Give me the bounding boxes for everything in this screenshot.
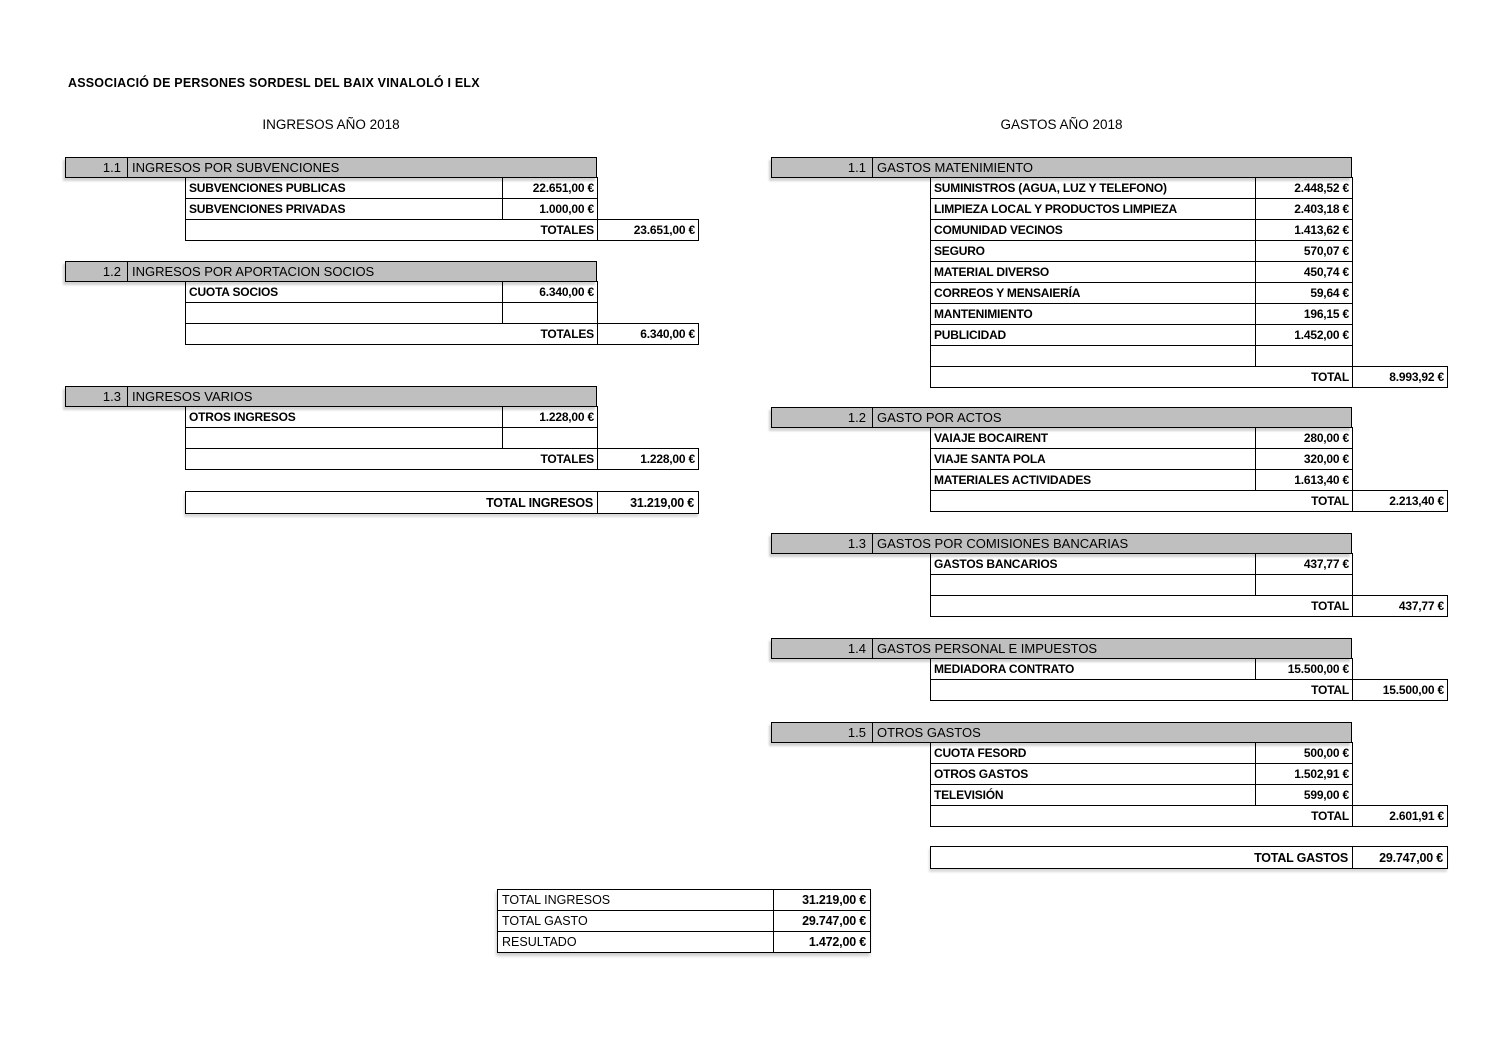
row-spacer xyxy=(1353,178,1448,199)
document-title: ASSOCIACIÓ DE PERSONES SORDESL DEL BAIX VINALOLÓ I ELX xyxy=(68,76,480,90)
section-number: 1.5 xyxy=(772,723,873,742)
row-spacer xyxy=(598,407,699,428)
table-row xyxy=(931,554,1448,575)
table-row xyxy=(931,575,1448,596)
income-section-1.2 xyxy=(65,261,699,345)
row-spacer xyxy=(1353,428,1448,449)
expenses-section-1.3 xyxy=(771,533,1448,617)
section-total-label: TOTAL xyxy=(931,367,1353,388)
section-total-row xyxy=(186,220,699,241)
row-label: SUMINISTROS (AGUA, LUZ Y TELEFONO) xyxy=(931,178,1256,199)
row-spacer xyxy=(1353,199,1448,220)
section-total-label: TOTALES xyxy=(186,324,598,345)
row-value: 196,15 € xyxy=(1256,304,1353,325)
row-spacer xyxy=(1353,262,1448,283)
table-row xyxy=(931,325,1448,346)
section-header xyxy=(65,157,597,178)
income-grand-total-value: 31.219,00 € xyxy=(598,492,699,514)
table-row xyxy=(931,449,1448,470)
row-value: 1.413,62 € xyxy=(1256,220,1353,241)
row-label: VAIAJE BOCAIRENT xyxy=(931,428,1256,449)
row-spacer xyxy=(1353,241,1448,262)
summary-value: 31.219,00 € xyxy=(774,890,871,911)
section-total-label: TOTAL xyxy=(931,596,1353,617)
table-row xyxy=(186,303,699,324)
section-header xyxy=(771,638,1352,659)
table-row xyxy=(931,659,1448,680)
row-value: 599,00 € xyxy=(1256,785,1353,806)
section-title: INGRESOS POR APORTACION SOCIOS xyxy=(132,264,375,279)
section-total-label: TOTAL xyxy=(931,491,1353,512)
section-total-value: 2.213,40 € xyxy=(1353,491,1448,512)
row-spacer xyxy=(1353,554,1448,575)
table-row xyxy=(931,262,1448,283)
row-value: 6.340,00 € xyxy=(503,282,598,303)
section-number: 1.4 xyxy=(772,639,873,658)
section-header xyxy=(771,533,1352,554)
summary-table xyxy=(497,889,871,953)
section-rows-table xyxy=(930,658,1448,701)
row-label: CORREOS Y MENSAIERÍA xyxy=(931,283,1256,304)
table-row xyxy=(931,199,1448,220)
row-spacer xyxy=(598,282,699,303)
section-title: GASTOS MATENIMIENTO xyxy=(877,160,1034,175)
expenses-section-1.4 xyxy=(771,638,1448,701)
row-value xyxy=(503,303,598,324)
table-row xyxy=(931,764,1448,785)
summary-row xyxy=(498,911,871,932)
table-row xyxy=(186,428,699,449)
summary-label: TOTAL INGRESOS xyxy=(498,890,774,911)
income-section-1.3 xyxy=(65,386,699,470)
row-value: 22.651,00 € xyxy=(503,178,598,199)
table-row xyxy=(931,346,1448,367)
table-row xyxy=(931,178,1448,199)
row-value: 1.452,00 € xyxy=(1256,325,1353,346)
row-spacer xyxy=(598,303,699,324)
row-label xyxy=(931,575,1256,596)
section-title: INGRESOS POR SUBVENCIONES xyxy=(132,160,340,175)
row-label: MATERIALES ACTIVIDADES xyxy=(931,470,1256,491)
row-spacer xyxy=(598,428,699,449)
row-label: GASTOS BANCARIOS xyxy=(931,554,1256,575)
table-row xyxy=(931,283,1448,304)
row-value: 500,00 € xyxy=(1256,743,1353,764)
expenses-grand-total-row xyxy=(930,846,1448,869)
table-row xyxy=(931,428,1448,449)
row-label: SEGURO xyxy=(931,241,1256,262)
table-row xyxy=(186,407,699,428)
section-total-label: TOTAL xyxy=(931,806,1353,827)
row-label: CUOTA FESORD xyxy=(931,743,1256,764)
section-rows-table xyxy=(930,742,1448,827)
income-grand-total-label: TOTAL INGRESOS xyxy=(186,492,598,514)
table-row xyxy=(186,199,699,220)
table-row xyxy=(931,304,1448,325)
row-spacer xyxy=(1353,283,1448,304)
row-spacer xyxy=(1353,346,1448,367)
row-value: 1.000,00 € xyxy=(503,199,598,220)
section-title: GASTO POR ACTOS xyxy=(877,410,1002,425)
section-total-value: 8.993,92 € xyxy=(1353,367,1448,388)
summary-value: 29.747,00 € xyxy=(774,911,871,932)
row-value: 2.403,18 € xyxy=(1256,199,1353,220)
section-total-row xyxy=(931,367,1448,388)
section-total-value: 437,77 € xyxy=(1353,596,1448,617)
section-rows-table xyxy=(930,177,1448,388)
summary-value: 1.472,00 € xyxy=(774,932,871,953)
section-total-row xyxy=(186,324,699,345)
row-label: TELEVISIÓN xyxy=(931,785,1256,806)
row-spacer xyxy=(1353,785,1448,806)
section-total-row xyxy=(931,680,1448,701)
row-value xyxy=(1256,346,1353,367)
section-header xyxy=(771,157,1352,178)
row-label: COMUNIDAD VECINOS xyxy=(931,220,1256,241)
expenses-section-1.1 xyxy=(771,157,1448,388)
section-rows-table xyxy=(930,427,1448,512)
expenses-grand-total-value: 29.747,00 € xyxy=(1353,847,1448,869)
row-label xyxy=(186,428,503,449)
row-label: VIAJE SANTA POLA xyxy=(931,449,1256,470)
section-number: 1.1 xyxy=(66,158,128,177)
section-total-row xyxy=(931,596,1448,617)
row-label xyxy=(186,303,503,324)
table-row xyxy=(931,470,1448,491)
row-value: 570,07 € xyxy=(1256,241,1353,262)
section-rows-table xyxy=(930,553,1448,617)
section-rows-table xyxy=(185,406,699,470)
row-label: CUOTA SOCIOS xyxy=(186,282,503,303)
row-label xyxy=(931,346,1256,367)
row-value: 437,77 € xyxy=(1256,554,1353,575)
row-label: MEDIADORA CONTRATO xyxy=(931,659,1256,680)
row-label: SUBVENCIONES PRIVADAS xyxy=(186,199,503,220)
row-spacer xyxy=(598,199,699,220)
summary-row xyxy=(498,932,871,953)
section-number: 1.3 xyxy=(772,534,873,553)
table-row xyxy=(186,282,699,303)
section-title: INGRESOS VARIOS xyxy=(132,389,253,404)
row-label: PUBLICIDAD xyxy=(931,325,1256,346)
section-title: OTROS GASTOS xyxy=(877,725,981,740)
section-header xyxy=(65,261,597,282)
row-spacer xyxy=(1353,220,1448,241)
row-value: 1.228,00 € xyxy=(503,407,598,428)
section-total-value: 15.500,00 € xyxy=(1353,680,1448,701)
row-value: 320,00 € xyxy=(1256,449,1353,470)
table-row xyxy=(931,743,1448,764)
row-label: SUBVENCIONES PUBLICAS xyxy=(186,178,503,199)
expenses-section-1.5 xyxy=(771,722,1448,827)
row-spacer xyxy=(1353,764,1448,785)
row-label: OTROS INGRESOS xyxy=(186,407,503,428)
section-rows-table xyxy=(185,177,699,241)
summary-row xyxy=(498,890,871,911)
section-total-value: 6.340,00 € xyxy=(598,324,699,345)
row-value: 59,64 € xyxy=(1256,283,1353,304)
section-rows-table xyxy=(185,281,699,345)
section-header xyxy=(65,386,597,407)
expenses-grand-total-label: TOTAL GASTOS xyxy=(931,847,1353,869)
section-total-row xyxy=(186,449,699,470)
row-spacer xyxy=(1353,325,1448,346)
section-header xyxy=(771,407,1352,428)
section-header xyxy=(771,722,1352,743)
row-value: 2.448,52 € xyxy=(1256,178,1353,199)
row-value xyxy=(503,428,598,449)
section-number: 1.2 xyxy=(772,408,873,427)
row-value: 1.502,91 € xyxy=(1256,764,1353,785)
row-value: 450,74 € xyxy=(1256,262,1353,283)
section-total-row xyxy=(931,491,1448,512)
expenses-section-1.2 xyxy=(771,407,1448,512)
summary-label: TOTAL GASTO xyxy=(498,911,774,932)
row-spacer xyxy=(1353,743,1448,764)
income-section-1.1 xyxy=(65,157,699,241)
row-label: MATERIAL DIVERSO xyxy=(931,262,1256,283)
row-spacer xyxy=(598,178,699,199)
row-spacer xyxy=(1353,575,1448,596)
row-label: LIMPIEZA LOCAL Y PRODUCTOS LIMPIEZA xyxy=(931,199,1256,220)
section-total-row xyxy=(931,806,1448,827)
section-title: GASTOS POR COMISIONES BANCARIAS xyxy=(877,536,1129,551)
row-spacer xyxy=(1353,449,1448,470)
section-total-value: 1.228,00 € xyxy=(598,449,699,470)
row-spacer xyxy=(1353,304,1448,325)
section-number: 1.1 xyxy=(772,158,873,177)
section-total-label: TOTAL xyxy=(931,680,1353,701)
income-column-title: INGRESOS AÑO 2018 xyxy=(262,117,400,132)
section-total-label: TOTALES xyxy=(186,220,598,241)
row-spacer xyxy=(1353,659,1448,680)
row-label: MANTENIMIENTO xyxy=(931,304,1256,325)
row-label: OTROS GASTOS xyxy=(931,764,1256,785)
section-title: GASTOS PERSONAL E IMPUESTOS xyxy=(877,641,1098,656)
section-total-label: TOTALES xyxy=(186,449,598,470)
section-total-value: 23.651,00 € xyxy=(598,220,699,241)
income-grand-total-row xyxy=(185,491,699,514)
row-value xyxy=(1256,575,1353,596)
row-spacer xyxy=(1353,470,1448,491)
section-number: 1.2 xyxy=(66,262,128,281)
summary-label: RESULTADO xyxy=(498,932,774,953)
row-value: 15.500,00 € xyxy=(1256,659,1353,680)
expenses-column-title: GASTOS AÑO 2018 xyxy=(1000,117,1123,132)
section-number: 1.3 xyxy=(66,387,128,406)
table-row xyxy=(931,785,1448,806)
row-value: 280,00 € xyxy=(1256,428,1353,449)
table-row xyxy=(931,241,1448,262)
table-row xyxy=(931,220,1448,241)
row-value: 1.613,40 € xyxy=(1256,470,1353,491)
table-row xyxy=(186,178,699,199)
section-total-value: 2.601,91 € xyxy=(1353,806,1448,827)
